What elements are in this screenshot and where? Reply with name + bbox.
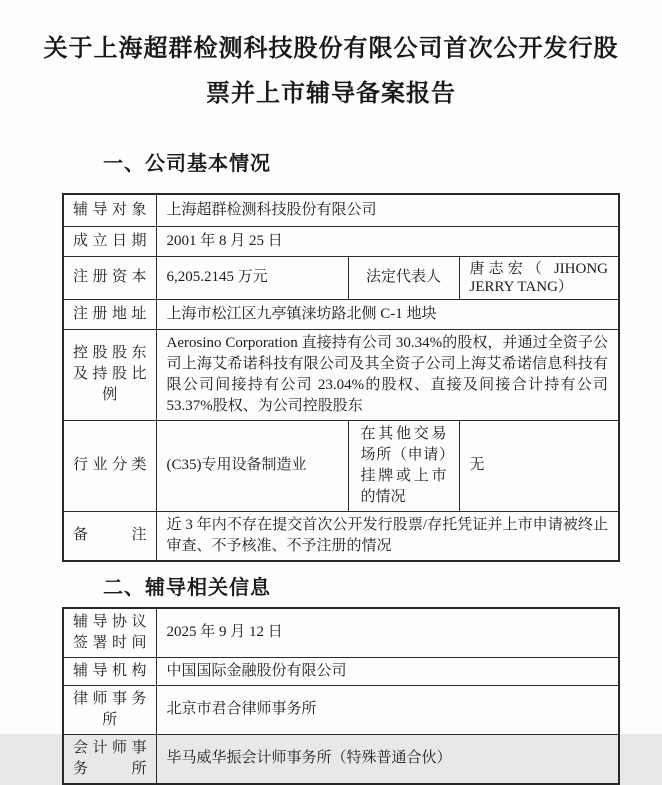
registered-capital-value-cell: 6,205.2145 万元: [156, 256, 348, 299]
document-title-line-1: 关于上海超群检测科技股份有限公司首次公开发行股: [43, 34, 619, 62]
remarks-label-char-1: 备: [73, 527, 89, 543]
counseling-target-value-cell: 上海超群检测科技股份有限公司: [156, 194, 619, 226]
accounting-firm-label-cell: [63, 734, 156, 784]
establish-date-label: 成 立 日 期: [73, 232, 147, 249]
controlling-shareholder-label-line-2: 及 持 股 比: [73, 366, 147, 382]
industry-classification-label-cell: [63, 420, 156, 511]
row-registered-capital: [63, 256, 619, 299]
accounting-firm-label-char-1: 务: [73, 760, 89, 777]
agreement-date-label-cell: [63, 608, 156, 658]
remarks-label-char-2: 注: [131, 527, 147, 543]
registered-address-value-cell: 上海市松江区九亭镇涞坊路北侧 C-1 地块: [156, 299, 619, 329]
row-agreement-date: [63, 608, 619, 658]
establish-date-value-cell: 2001 年 8 月 25 日: [156, 226, 619, 256]
controlling-shareholder-label-line-1: 控 股 股 东: [73, 345, 147, 361]
agreement-date-value-cell: 2025 年 9 月 12 日: [156, 608, 619, 658]
counseling-target-label: 辅 导 对 象: [73, 201, 147, 218]
controlling-shareholder-value-cell: Aerosino Corporation 直接持有公司 30.34%的股权，并通过全资子公司上海艾希诺科技有限公司及其全资子公司上海艾希诺信息科技有限公司间接持有公司 23.04%的股权、直接及间接合计持有公司 53.37%股权、为公司控股股东: [156, 329, 619, 420]
agreement-date-label-line-2: 签 署 时 间: [73, 634, 147, 651]
row-registered-address: [63, 299, 619, 329]
accounting-firm-value-cell: 毕马威华振会计师事务所（特殊普通合伙）: [156, 734, 619, 784]
legal-representative-label-cell: 法定代表人: [348, 256, 459, 299]
industry-classification-label: 行 业 分 类: [73, 457, 147, 473]
row-remarks: [63, 511, 619, 561]
controlling-shareholder-label-cell: [63, 329, 156, 420]
controlling-shareholder-label-line-3: 例: [102, 387, 118, 403]
industry-classification-value-cell: (C35)专用设备制造业: [156, 420, 348, 511]
remarks-value-cell: 近 3 年内不存在提交首次公开发行股票/存托凭证并上市申请被终止审查、不予核准、不予注册的情况: [156, 511, 619, 561]
law-firm-label-cell: [63, 685, 156, 734]
basic-info-table: [62, 193, 620, 562]
counseling-institution-value-cell: 中国国际金融股份有限公司: [156, 657, 619, 685]
accounting-firm-label-line-2: [73, 759, 147, 780]
counseling-target-label-cell: [63, 194, 156, 226]
registered-address-label-cell: [63, 299, 156, 329]
section-heading-counseling-info: 二、辅导相关信息: [103, 574, 271, 599]
row-establish-date: [63, 226, 619, 256]
document-title: [0, 0, 662, 116]
row-law-firm: [63, 685, 619, 734]
row-industry-classification: [63, 420, 619, 511]
registered-capital-label-cell: [63, 256, 156, 299]
registered-address-label: 注 册 地 址: [73, 305, 147, 322]
accounting-firm-label-char-2: 所: [131, 760, 147, 777]
law-firm-label-line-2: 所: [102, 711, 118, 728]
row-counseling-institution: [63, 657, 619, 685]
other-listing-label-cell: 在其他交易场所（申请）挂牌或上市的情况: [348, 420, 459, 511]
agreement-date-label-line-1: 辅 导 协 议: [73, 613, 147, 630]
remarks-label: [73, 525, 147, 546]
legal-representative-value-cell: 唐志宏（ JIHONG JERRY TANG）: [459, 256, 619, 299]
counseling-info-table: [62, 607, 620, 785]
counseling-institution-label: 辅 导 机 构: [73, 662, 147, 679]
row-accounting-firm: [63, 734, 619, 784]
counseling-institution-label-cell: [63, 657, 156, 685]
other-listing-value-cell: 无: [459, 420, 619, 511]
law-firm-label-line-1: 律 师 事 务: [73, 690, 147, 707]
row-counseling-target: [63, 194, 619, 226]
law-firm-value-cell: 北京市君合律师事务所: [156, 685, 619, 734]
establish-date-label-cell: [63, 226, 156, 256]
section-heading-basic-info: 一、公司基本情况: [103, 151, 271, 175]
registered-capital-label: 注 册 资 本: [73, 269, 147, 285]
document-title-line-2: 票并上市辅导备案报告: [206, 79, 456, 107]
row-controlling-shareholder: [63, 329, 619, 420]
accounting-firm-label-line-1: 会 计 师 事: [73, 739, 147, 756]
remarks-label-cell: [63, 511, 156, 561]
